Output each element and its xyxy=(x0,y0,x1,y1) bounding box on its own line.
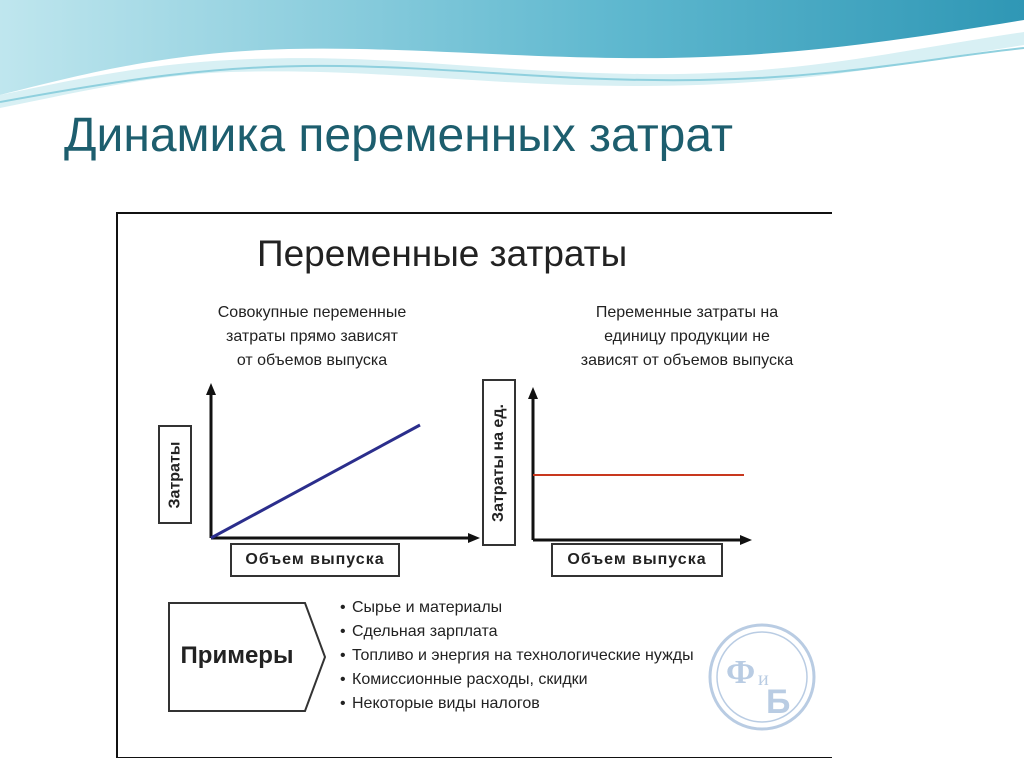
right-x-axis-arrow xyxy=(740,535,752,545)
list-item xyxy=(340,644,694,668)
diagram-title: Переменные затраты xyxy=(257,233,628,274)
examples-label: Примеры xyxy=(180,642,294,669)
bullet-icon: • xyxy=(340,623,346,640)
left-caption-line: от объемов выпуска xyxy=(236,352,388,369)
bullet-icon: • xyxy=(340,671,346,688)
examples-list xyxy=(340,596,694,716)
right-y-axis-label xyxy=(482,379,516,546)
list-item-text: Топливо и энергия на технологические нужды xyxy=(352,647,694,664)
bullet-icon: • xyxy=(340,647,346,664)
right-caption-line: зависят от объемов выпуска xyxy=(580,352,794,369)
bullet-icon: • xyxy=(340,599,346,616)
list-item xyxy=(340,596,694,620)
wave-header-decoration xyxy=(0,0,1024,115)
slide-title: Динамика переменных затрат xyxy=(64,109,733,162)
left-chart-line xyxy=(211,425,420,538)
svg-text:Ф: Ф xyxy=(726,654,756,691)
right-caption-line: единицу продукции не xyxy=(604,328,770,345)
left-y-axis-arrow xyxy=(206,383,216,395)
left-y-axis-label xyxy=(158,425,192,524)
fib-logo-watermark xyxy=(706,621,818,733)
list-item-text: Комиссионные расходы, скидки xyxy=(352,671,588,688)
list-item-text: Сырье и материалы xyxy=(352,599,503,616)
right-caption-line: Переменные затраты на xyxy=(595,304,779,321)
svg-text:Б: Б xyxy=(766,683,791,721)
right-x-axis-label: Объем выпуска xyxy=(551,543,723,577)
right-y-axis-arrow xyxy=(528,387,538,399)
right-y-axis-label-text: Затраты на ед. xyxy=(490,403,508,522)
left-caption-line: Совокупные переменные xyxy=(217,304,407,321)
list-item xyxy=(340,620,694,644)
left-caption-line: затраты прямо зависят xyxy=(226,328,398,345)
list-item-text: Сдельная зарплата xyxy=(352,623,498,640)
left-x-axis-arrow xyxy=(468,533,480,543)
list-item xyxy=(340,668,694,692)
list-item-text: Некоторые виды налогов xyxy=(352,695,540,712)
svg-text:и: и xyxy=(758,668,769,690)
list-item xyxy=(340,692,694,716)
bullet-icon: • xyxy=(340,695,346,712)
diagram-panel xyxy=(112,203,907,763)
left-x-axis-label: Объем выпуска xyxy=(230,543,400,577)
left-y-axis-label-text: Затраты xyxy=(166,441,183,508)
